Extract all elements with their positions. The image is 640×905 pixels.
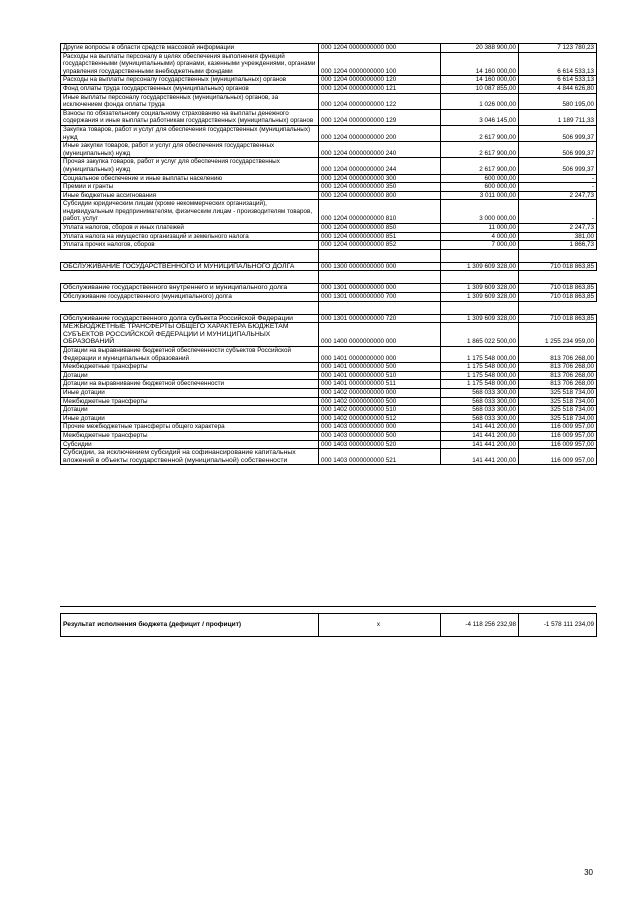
fact-cell: 2 247,73 xyxy=(519,191,597,200)
fact-cell: 710 018 863,85 xyxy=(519,293,597,302)
table-row xyxy=(61,431,597,440)
plan-cell: 1 309 609 328,00 xyxy=(441,262,519,271)
table-row xyxy=(61,52,597,76)
plan-cell: 141 441 200,00 xyxy=(441,423,519,432)
table-row xyxy=(61,200,597,224)
code-cell: 000 1401 0000000000 500 xyxy=(319,363,441,372)
table-row xyxy=(61,347,597,363)
plan-cell: 3 046 145,00 xyxy=(441,109,519,125)
code-cell: 000 1204 0000000000 240 xyxy=(319,142,441,158)
plan-cell: 2 617 900,00 xyxy=(441,158,519,174)
table-row xyxy=(61,314,597,323)
table-row xyxy=(61,388,597,397)
table-row xyxy=(61,142,597,158)
plan-cell: 7 000,00 xyxy=(441,241,519,250)
table-row xyxy=(61,323,597,347)
plan-cell: 10 087 855,00 xyxy=(441,84,519,93)
name-cell: Премии и гранты xyxy=(61,183,319,192)
name-cell: Иные дотации xyxy=(61,414,319,423)
table-row xyxy=(61,406,597,415)
plan-cell: 600 000,00 xyxy=(441,183,519,192)
name-cell: Расходы на выплаты персоналу в целях обеспечения выполнения функций государственными (муниципальными) органами, казенными учреждениями, органами управления государственными внебюджетными фондами xyxy=(61,52,319,76)
fact-cell: 116 009 957,00 xyxy=(519,423,597,432)
table-row xyxy=(61,93,597,109)
code-cell: 000 1402 0000000000 512 xyxy=(319,414,441,423)
table-row xyxy=(61,414,597,423)
table-row xyxy=(61,84,597,93)
code-cell: 000 1400 0000000000 000 xyxy=(319,323,441,347)
name-cell: Иные бюджетные ассигнования xyxy=(61,191,319,200)
plan-cell: 1 175 548 000,00 xyxy=(441,363,519,372)
code-cell: 000 1300 0000000000 000 xyxy=(319,262,441,271)
name-cell: Межбюджетные трансферты xyxy=(61,397,319,406)
spacer-row xyxy=(61,249,597,262)
fact-cell: 580 195,00 xyxy=(519,93,597,109)
name-cell: Дотации на выравнивание бюджетной обеспеченности xyxy=(61,380,319,389)
fact-cell: 813 706 268,00 xyxy=(519,363,597,372)
plan-cell: 1 175 548 000,00 xyxy=(441,347,519,363)
fact-cell: 4 844 626,80 xyxy=(519,84,597,93)
table-row xyxy=(61,241,597,250)
code-cell: 000 1204 0000000000 300 xyxy=(319,174,441,183)
plan-cell: 1 865 022 500,00 xyxy=(441,323,519,347)
result-fact-cell: -1 578 111 234,09 xyxy=(519,614,597,637)
table-row xyxy=(61,224,597,233)
code-cell: 000 1301 0000000000 000 xyxy=(319,284,441,293)
code-cell: 000 1204 0000000000 810 xyxy=(319,200,441,224)
spacer-row xyxy=(61,271,597,284)
table-row xyxy=(61,440,597,449)
fact-cell: 116 009 957,00 xyxy=(519,431,597,440)
plan-cell: 11 000,00 xyxy=(441,224,519,233)
name-cell: Дотации xyxy=(61,406,319,415)
code-cell: 000 1204 0000000000 850 xyxy=(319,224,441,233)
code-cell: 000 1402 0000000000 510 xyxy=(319,406,441,415)
name-cell: Иные выплаты персоналу государственных (муниципальных) органов, за исключением фонда оплаты труда xyxy=(61,93,319,109)
table-row xyxy=(61,397,597,406)
code-cell: 000 1204 0000000000 121 xyxy=(319,84,441,93)
name-cell: Дотации xyxy=(61,371,319,380)
table-row xyxy=(61,174,597,183)
name-cell: ОБСЛУЖИВАНИЕ ГОСУДАРСТВЕННОГО И МУНИЦИПАЛЬНОГО ДОЛГА xyxy=(61,262,319,271)
plan-cell: 600 000,00 xyxy=(441,174,519,183)
name-cell: Фонд оплаты труда государственных (муниципальных) органов xyxy=(61,84,319,93)
plan-cell: 3 011 000,00 xyxy=(441,191,519,200)
plan-cell: 568 033 300,00 xyxy=(441,397,519,406)
result-table-container xyxy=(60,613,596,637)
code-cell: 000 1204 0000000000 000 xyxy=(319,44,441,53)
page-number: 30 xyxy=(584,868,593,877)
table-row xyxy=(61,262,597,271)
name-cell: Иные дотации xyxy=(61,388,319,397)
result-code-cell: x xyxy=(319,614,441,637)
fact-cell: 1 866,73 xyxy=(519,241,597,250)
code-cell: 000 1401 0000000000 000 xyxy=(319,347,441,363)
table-row xyxy=(61,293,597,302)
fact-cell: 710 018 863,85 xyxy=(519,284,597,293)
name-cell: Уплата прочих налогов, сборов xyxy=(61,241,319,250)
fact-cell: 813 706 268,00 xyxy=(519,347,597,363)
table-row xyxy=(61,109,597,125)
fact-cell: 813 706 268,00 xyxy=(519,371,597,380)
fact-cell: 1 255 234 959,00 xyxy=(519,323,597,347)
table-row xyxy=(61,191,597,200)
name-cell: Субсидии юридическим лицам (кроме некоммерческих организаций), индивидуальным предпринимателям, физическим лицам - производителям товаров, работ, услуг xyxy=(61,200,319,224)
code-cell: 000 1403 0000000000 500 xyxy=(319,431,441,440)
code-cell: 000 1402 0000000000 500 xyxy=(319,397,441,406)
table-row xyxy=(61,158,597,174)
name-cell: Иные закупки товаров, работ и услуг для обеспечения государственных (муниципальных) нужд xyxy=(61,142,319,158)
fact-cell: 325 518 734,00 xyxy=(519,406,597,415)
code-cell: 000 1204 0000000000 129 xyxy=(319,109,441,125)
fact-cell: 116 009 957,00 xyxy=(519,449,597,465)
plan-cell: 20 388 900,00 xyxy=(441,44,519,53)
budget-expenses-table xyxy=(60,43,597,465)
fact-cell: - xyxy=(519,174,597,183)
table-row xyxy=(61,363,597,372)
table-row xyxy=(61,284,597,293)
budget-result-table xyxy=(60,613,597,637)
result-row xyxy=(61,614,597,637)
code-cell: 000 1204 0000000000 851 xyxy=(319,232,441,241)
plan-cell: 568 033 300,00 xyxy=(441,388,519,397)
name-cell: Расходы на выплаты персоналу государственных (муниципальных) органов xyxy=(61,76,319,85)
fact-cell: 7 123 780,23 xyxy=(519,44,597,53)
plan-cell: 4 000,00 xyxy=(441,232,519,241)
fact-cell: 6 614 533,13 xyxy=(519,76,597,85)
plan-cell: 141 441 200,00 xyxy=(441,440,519,449)
code-cell: 000 1403 0000000000 521 xyxy=(319,449,441,465)
plan-cell: 1 309 609 328,00 xyxy=(441,314,519,323)
table-row xyxy=(61,232,597,241)
name-cell: Субсидии xyxy=(61,440,319,449)
budget-table-body xyxy=(61,44,597,465)
table-row xyxy=(61,183,597,192)
table-row xyxy=(61,371,597,380)
table-row xyxy=(61,423,597,432)
plan-cell: 14 160 000,00 xyxy=(441,76,519,85)
fact-cell: 325 518 734,00 xyxy=(519,414,597,423)
code-cell: 000 1204 0000000000 200 xyxy=(319,125,441,141)
code-cell: 000 1204 0000000000 122 xyxy=(319,93,441,109)
plan-cell: 141 441 200,00 xyxy=(441,449,519,465)
plan-cell: 1 309 609 328,00 xyxy=(441,284,519,293)
plan-cell: 568 033 300,00 xyxy=(441,406,519,415)
plan-cell: 14 160 000,00 xyxy=(441,52,519,76)
fact-cell: 1 189 711,33 xyxy=(519,109,597,125)
name-cell: Обслуживание государственного (муниципального) долга xyxy=(61,293,319,302)
name-cell: Обслуживание государственного долга субъекта Российской Федерации xyxy=(61,314,319,323)
fact-cell: 813 706 268,00 xyxy=(519,380,597,389)
code-cell: 000 1301 0000000000 700 xyxy=(319,293,441,302)
code-cell: 000 1301 0000000000 720 xyxy=(319,314,441,323)
fact-cell: 506 999,37 xyxy=(519,125,597,141)
code-cell: 000 1204 0000000000 100 xyxy=(319,52,441,76)
name-cell: Уплата налогов, сборов и иных платежей xyxy=(61,224,319,233)
name-cell: Уплата налога на имущество организаций и земельного налога xyxy=(61,232,319,241)
table-row xyxy=(61,44,597,53)
fact-cell: 710 018 863,85 xyxy=(519,314,597,323)
name-cell: Дотации на выравнивание бюджетной обеспеченности субъектов Российской Федерации и муниципальных образований xyxy=(61,347,319,363)
name-cell: Обслуживание государственного внутреннего и муниципального долга xyxy=(61,284,319,293)
fact-cell: 325 518 734,00 xyxy=(519,397,597,406)
fact-cell: 325 518 734,00 xyxy=(519,388,597,397)
name-cell: Социальное обеспечение и иные выплаты населению xyxy=(61,174,319,183)
plan-cell: 2 617 900,00 xyxy=(441,142,519,158)
fact-cell: - xyxy=(519,183,597,192)
name-cell: Другие вопросы в области средств массовой информации xyxy=(61,44,319,53)
result-plan-cell: -4 118 256 232,98 xyxy=(441,614,519,637)
budget-table-container xyxy=(60,43,596,465)
code-cell: 000 1403 0000000000 520 xyxy=(319,440,441,449)
plan-cell: 3 000 000,00 xyxy=(441,200,519,224)
fact-cell: 506 999,37 xyxy=(519,158,597,174)
code-cell: 000 1204 0000000000 852 xyxy=(319,241,441,250)
plan-cell: 1 309 609 328,00 xyxy=(441,293,519,302)
fact-cell: 6 614 533,13 xyxy=(519,52,597,76)
separator-line xyxy=(60,606,596,607)
name-cell: Субсидии, за исключением субсидий на софинансирование капитальных вложений в объекты государственной (муниципальной) собственности xyxy=(61,449,319,465)
name-cell: Прочая закупка товаров, работ и услуг для обеспечения государственных (муниципальных) нужд xyxy=(61,158,319,174)
code-cell: 000 1204 0000000000 350 xyxy=(319,183,441,192)
fact-cell: 381,00 xyxy=(519,232,597,241)
fact-cell: 710 018 863,85 xyxy=(519,262,597,271)
result-name-cell: Результат исполнения бюджета (дефицит / профицит) xyxy=(61,614,319,637)
plan-cell: 1 026 000,00 xyxy=(441,93,519,109)
name-cell: Взносы по обязательному социальному страхованию на выплаты денежного содержания и иные выплаты работникам государственных (муниципальных) органов xyxy=(61,109,319,125)
table-row xyxy=(61,125,597,141)
code-cell: 000 1204 0000000000 120 xyxy=(319,76,441,85)
plan-cell: 568 033 300,00 xyxy=(441,414,519,423)
fact-cell: 116 009 957,00 xyxy=(519,440,597,449)
fact-cell: - xyxy=(519,200,597,224)
code-cell: 000 1204 0000000000 244 xyxy=(319,158,441,174)
plan-cell: 1 175 548 000,00 xyxy=(441,371,519,380)
name-cell: Межбюджетные трансферты xyxy=(61,363,319,372)
fact-cell: 506 999,37 xyxy=(519,142,597,158)
plan-cell: 2 617 900,00 xyxy=(441,125,519,141)
code-cell: 000 1402 0000000000 000 xyxy=(319,388,441,397)
code-cell: 000 1403 0000000000 000 xyxy=(319,423,441,432)
code-cell: 000 1401 0000000000 510 xyxy=(319,371,441,380)
table-row xyxy=(61,76,597,85)
code-cell: 000 1204 0000000000 800 xyxy=(319,191,441,200)
name-cell: Прочие межбюджетные трансферты общего характера xyxy=(61,423,319,432)
table-row xyxy=(61,449,597,465)
name-cell: Закупка товаров, работ и услуг для обеспечения государственных (муниципальных) нужд xyxy=(61,125,319,141)
table-row xyxy=(61,380,597,389)
name-cell: Межбюджетные трансферты xyxy=(61,431,319,440)
name-cell: МЕЖБЮДЖЕТНЫЕ ТРАНСФЕРТЫ ОБЩЕГО ХАРАКТЕРА БЮДЖЕТАМ СУБЪЕКТОВ РОССИЙСКОЙ ФЕДЕРАЦИИ И МУНИЦИПАЛЬНЫХ ОБРАЗОВАНИЙ xyxy=(61,323,319,347)
plan-cell: 1 175 548 000,00 xyxy=(441,380,519,389)
spacer-row xyxy=(61,301,597,314)
plan-cell: 141 441 200,00 xyxy=(441,431,519,440)
code-cell: 000 1401 0000000000 511 xyxy=(319,380,441,389)
fact-cell: 2 247,73 xyxy=(519,224,597,233)
